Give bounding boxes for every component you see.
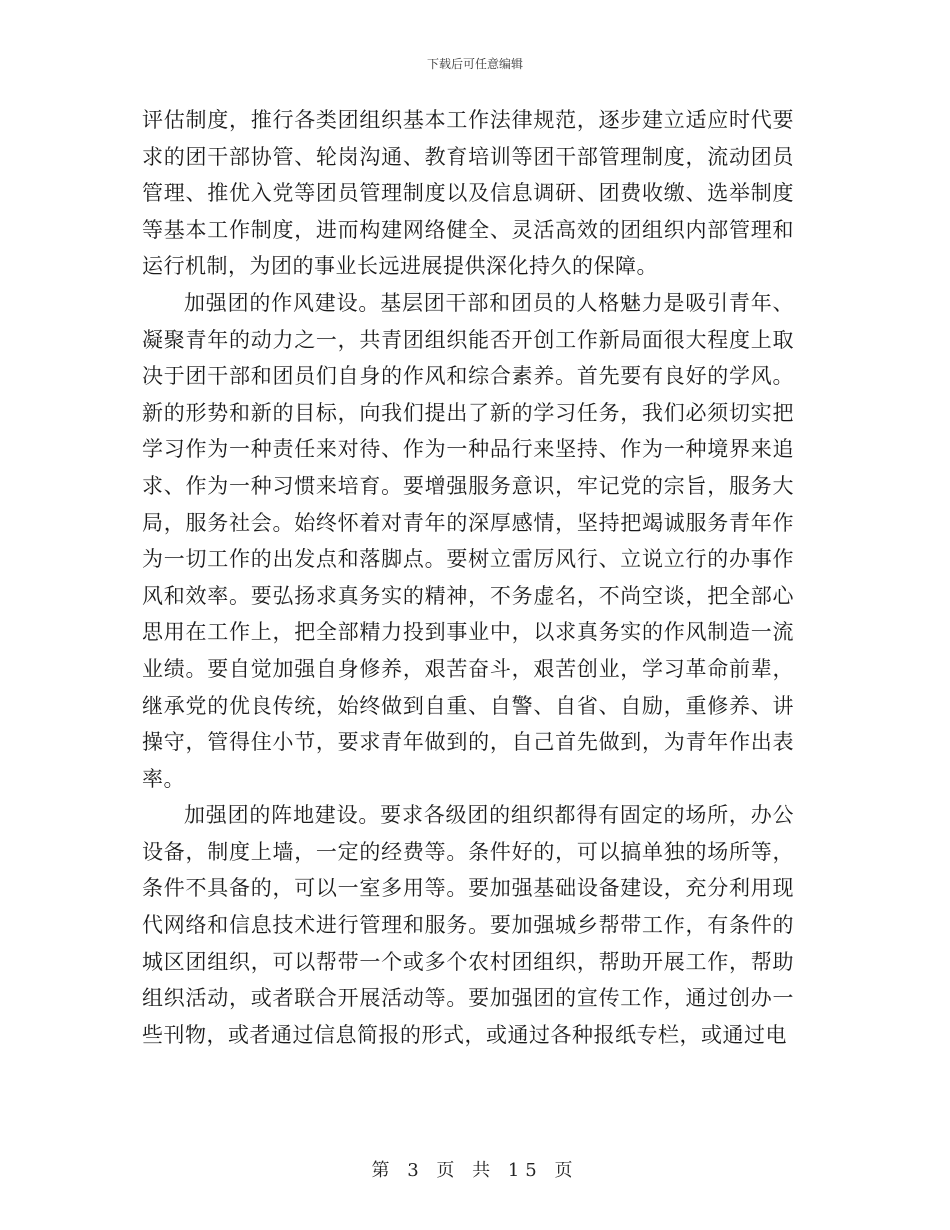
paragraph-1: 评估制度，推行各类团组织基本工作法律规范，逐步建立适应时代要求的团干部协管、轮岗沟通、教育培训等团干部管理制度，流动团员管理、推优入党等团员管理制度以及信息调研、团费收缴、选举制度等基本工作制度，进而构建网络健全、灵活高效的团组织内部管理和运行机制，为团的事业长远进展提供深化持久的保障。 — [142, 108, 794, 279]
paragraph-2: 加强团的作风建设。基层团干部和团员的人格魅力是吸引青年、凝聚青年的动力之一，共青团组织能否开创工作新局面很大程度上取决于团干部和团员们自身的作风和综合素养。首先要有良好的学风。新的形势和新的目标，向我们提出了新的学习任务，我们必须切实把学习作为一种责任来对待、作为一种品行来坚持、作为一种境界来追求、作为一种习惯来培育。要增强服务意识，牢记党的宗旨，服务大局，服务社会。始终怀着对青年的深厚感情，坚持把竭诚服务青年作为一切工作的出发点和落脚点。要树立雷厉风行、立说立行的办事作风和效率。要弘扬求真务实的精神，不务虚名，不尚空谈，把全部心思用在工作上，把全部精力投到事业中，以求真务实的作风制造一流业绩。要自觉加强自身修养，艰苦奋斗，艰苦创业，学习革命前辈，继承党的优良传统，始终做到自重、自警、自省、自励，重修养、讲操守，管得住小节，要求青年做到的，自己首先做到，为青年作出表率。 — [142, 290, 794, 791]
page-header-note: 下载后可任意编辑 — [426, 57, 523, 71]
document-body — [142, 102, 794, 1053]
paragraph-3: 加强团的阵地建设。要求各级团的组织都得有固定的场所，办公设备，制度上墙，一定的经费等。条件好的，可以搞单独的场所等，条件不具备的，可以一室多用等。要加强基础设备建设，充分利用现代网络和信息技术进行管理和服务。要加强城乡帮带工作，有条件的城区团组织，可以帮带一个或多个农村团组织，帮助开展工作，帮助组织活动，或者联合开展活动等。要加强团的宣传工作，通过创办一些刊物，或者通过信息简报的形式，或通过各种报纸专栏，或通过电 — [142, 803, 794, 1047]
page-number-footer: 第 3 页 共 15 页 — [371, 1160, 579, 1181]
